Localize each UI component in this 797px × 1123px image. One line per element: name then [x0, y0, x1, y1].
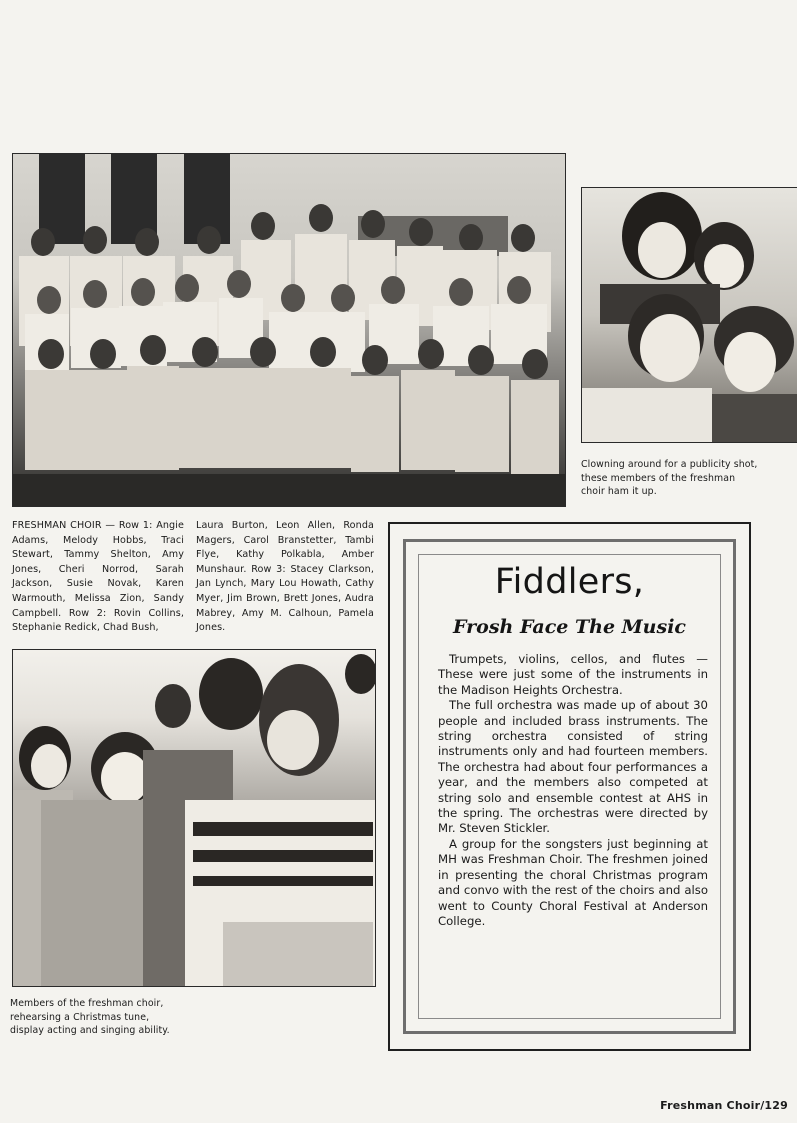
feature-paragraph: The full orchestra was made up of about 30 people and included brass instruments. The string orchestra consisted of string instruments only and had fourteen members. The orchestra had about four performances a year, and the members also competed at string solo and ensemble contest at AHS in the spring. The orchestras were directed by Mr. Steven Stickler. [438, 698, 708, 836]
rehearsal-photo [12, 649, 376, 987]
clowning-photo [581, 187, 797, 443]
group-caption-col2: Laura Burton, Leon Allen, Ronda Magers, Carol Branstetter, Tambi Flye, Kathy Polkabla, Amber Munshaur. Row 3: Stacey Clarkson, Jan Lynch, Mary Lou Howath, Cathy Myer, Jim Brown, Brett Jones, Audra Mabrey, Amy M. Calhoun, Pamela Jones. [196, 520, 374, 634]
group-caption-text-1: — Row 1: Angie Adams, Melody Hobbs, Traci Stewart, Tammy Shelton, Amy Jones, Cheri Norrod, Sarah Jackson, Susie Novak, Karen Warmouth, Melissa Zion, Sandy Campbell. Row 2: Rovin Collins, Stephanie Redick, Chad Bush, [12, 520, 184, 634]
feature-paragraph: A group for the songsters just beginning at MH was Freshman Choir. The freshmen joined in presenting the choral Christmas program and convo with the rest of the choirs and also went to County Choral Festival at Anderson College. [438, 836, 708, 928]
rehearsal-photo-art [13, 650, 375, 986]
group-photo [12, 153, 566, 507]
feature-paragraph: Trumpets, violins, cellos, and flutes — These were just some of the instruments in the Madison Heights Orchestra. [438, 652, 708, 697]
feature-title: Fiddlers, [494, 562, 645, 602]
clowning-caption: Clowning around for a publicity shot, these members of the freshman choir ham it up. [581, 459, 758, 498]
group-photo-art [13, 154, 565, 506]
clowning-photo-art [582, 188, 797, 442]
feature-body [438, 652, 708, 929]
group-caption-lead: FRESHMAN CHOIR [12, 520, 102, 531]
group-caption-col1 [12, 519, 184, 636]
rehearsal-caption: Members of the freshman choir, rehearsing a Christmas tune, display acting and singing ability. [10, 998, 170, 1037]
feature-box [388, 522, 751, 1051]
page-folio: Freshman Choir/129 [660, 1099, 788, 1112]
feature-subtitle: Frosh Face The Music [453, 616, 686, 638]
